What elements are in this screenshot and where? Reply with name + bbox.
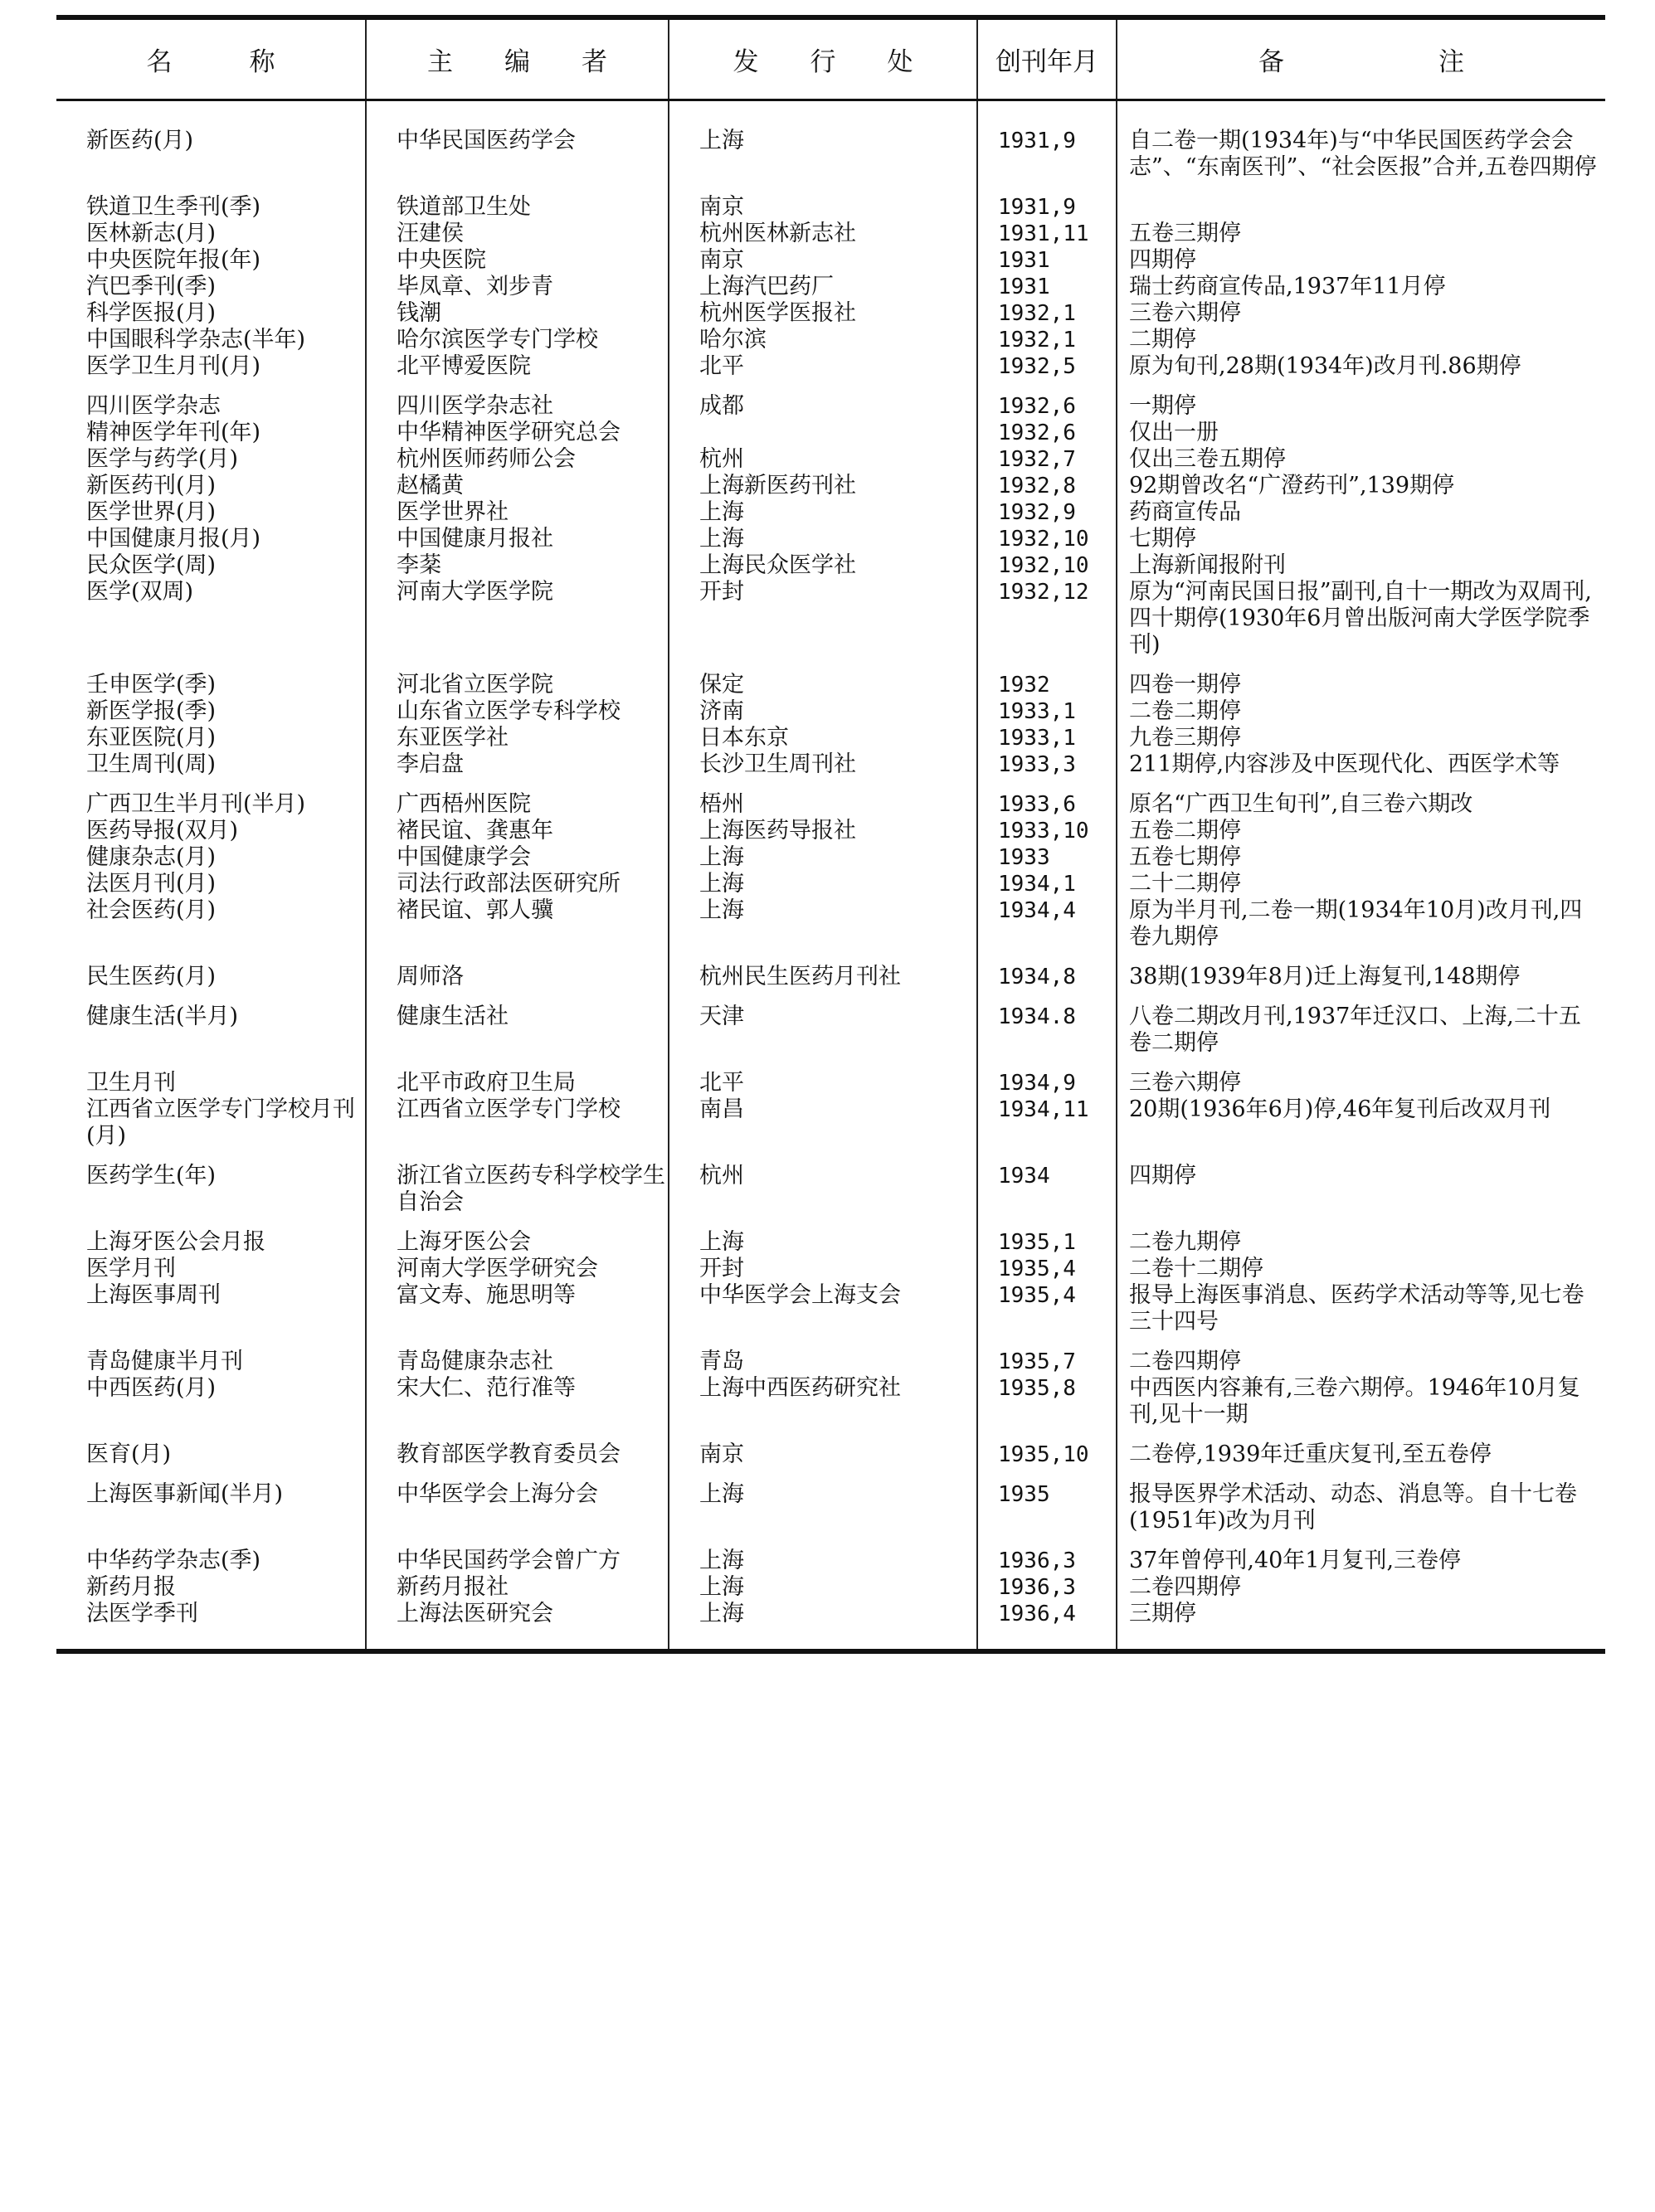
cell-remarks: 二卷十二期停	[1117, 1256, 1605, 1282]
cell-publisher: 上海	[669, 499, 977, 526]
cell-editor: 四川医学杂志社	[366, 393, 669, 420]
row-gap	[56, 1216, 1605, 1229]
cell-founded: 1934,9	[977, 1070, 1117, 1096]
cell-name: 中国健康月报(月)	[86, 525, 261, 552]
cell-editor: 褚民谊、郭人骥	[366, 897, 669, 950]
cell-publisher: 北平	[669, 1070, 977, 1096]
cell-remarks: 一期停	[1117, 393, 1605, 420]
cell-founded: 1935,7	[977, 1349, 1117, 1375]
cell-name: 民众医学(周)	[86, 552, 217, 578]
cell-name: 广西卫生半月刊(半月)	[86, 790, 306, 817]
cell-remarks: 92期曾改名“广澄药刊”,139期停	[1117, 473, 1605, 499]
cell-publisher: 中华医学会上海支会	[669, 1282, 977, 1335]
cell-remarks: 五卷七期停	[1117, 844, 1605, 871]
cell-publisher: 日本东京	[669, 725, 977, 751]
cell-founded: 1933,3	[977, 751, 1117, 778]
table-row	[56, 672, 1605, 698]
cell-remarks: 20期(1936年6月)停,46年复刊后改双月刊	[1117, 1096, 1605, 1150]
cell-remarks: 九卷三期停	[1117, 725, 1605, 751]
cell-publisher: 梧州	[669, 791, 977, 818]
table-row	[56, 844, 1605, 871]
cell-editor: 中央医院	[366, 247, 669, 274]
table-header	[56, 17, 1605, 100]
cell-remarks: 五卷二期停	[1117, 818, 1605, 844]
cell-name: 卫生月刊	[86, 1069, 176, 1096]
cell-remarks: 原为半月刊,二卷一期(1934年10月)改月刊,四卷九期停	[1117, 897, 1605, 950]
cell-remarks: 八卷二期改月刊,1937年迁汉口、上海,二十五卷二期停	[1117, 1004, 1605, 1057]
cell-founded: 1931	[977, 274, 1117, 300]
table-body	[56, 100, 1605, 1651]
cell-founded: 1932,9	[977, 499, 1117, 526]
cell-editor: 毕凤章、刘步青	[366, 274, 669, 300]
cell-founded: 1933,1	[977, 725, 1117, 751]
cell-editor: 浙江省立医药专科学校学生自治会	[366, 1163, 669, 1216]
cell-founded: 1933,10	[977, 818, 1117, 844]
table-row	[56, 353, 1605, 380]
table-row	[56, 871, 1605, 897]
cell-name: 上海牙医公会月报	[86, 1228, 265, 1255]
table-row	[56, 791, 1605, 818]
cell-name: 中西医药(月)	[86, 1374, 217, 1401]
row-gap	[56, 380, 1605, 393]
cell-name: 青岛健康半月刊	[86, 1348, 243, 1374]
cell-editor: 中华精神医学研究总会	[366, 420, 669, 446]
cell-publisher: 上海	[669, 897, 977, 950]
cell-founded: 1933,1	[977, 698, 1117, 725]
table-row	[56, 1256, 1605, 1282]
cell-founded: 1932,1	[977, 300, 1117, 327]
cell-editor: 中国健康学会	[366, 844, 669, 871]
cell-editor: 中国健康月报社	[366, 526, 669, 552]
cell-name: 新医药(月)	[86, 127, 194, 153]
cell-remarks: 报导医界学术活动、动态、消息等。自十七卷(1951年)改为月刊	[1117, 1481, 1605, 1534]
cell-name: 壬申医学(季)	[86, 671, 217, 698]
cell-name: 上海医事新闻(半月)	[86, 1480, 284, 1507]
cell-remarks: 原为“河南民国日报”副刊,自十一期改为双周刊,四十期停(1930年6月曾出版河南大学医学院季刊)	[1117, 579, 1605, 659]
cell-founded: 1932,5	[977, 353, 1117, 380]
table-row	[56, 1601, 1605, 1651]
cell-founded: 1931,9	[977, 128, 1117, 181]
cell-name: 法医学季刊	[56, 1601, 366, 1651]
cell-editor: 河南大学医学院	[366, 579, 669, 659]
header-founded: 创刊年月	[977, 17, 1117, 100]
cell-editor: 周师洛	[366, 964, 669, 990]
cell-publisher: 天津	[669, 1004, 977, 1057]
table-row	[56, 1070, 1605, 1096]
cell-name: 医育(月)	[86, 1441, 172, 1467]
cell-publisher: 保定	[669, 672, 977, 698]
cell-remarks: 三卷六期停	[1117, 300, 1605, 327]
cell-name: 医学(双周)	[86, 578, 194, 605]
table-row	[56, 1282, 1605, 1335]
table-row	[56, 128, 1605, 181]
cell-founded: 1932,6	[977, 393, 1117, 420]
table-row	[56, 818, 1605, 844]
cell-remarks: 四卷一期停	[1117, 672, 1605, 698]
cell-founded: 1934,4	[977, 897, 1117, 950]
cell-remarks: 211期停,内容涉及中医现代化、西医学术等	[1117, 751, 1605, 778]
cell-name: 医学卫生月刊(月)	[86, 352, 261, 379]
table-row	[56, 327, 1605, 353]
cell-name: 卫生周刊(周)	[86, 751, 217, 777]
cell-founded: 1933,6	[977, 791, 1117, 818]
cell-publisher: 上海	[669, 526, 977, 552]
cell-publisher: 上海	[669, 128, 977, 181]
row-gap	[56, 181, 1605, 194]
cell-founded: 1934,11	[977, 1096, 1117, 1150]
cell-editor: 山东省立医学专科学校	[366, 698, 669, 725]
cell-editor: 汪建侯	[366, 221, 669, 247]
cell-publisher: 上海民众医学社	[669, 552, 977, 579]
table-row	[56, 1574, 1605, 1601]
cell-publisher: 成都	[669, 393, 977, 420]
cell-publisher: 青岛	[669, 1349, 977, 1375]
cell-remarks: 五卷三期停	[1117, 221, 1605, 247]
cell-remarks: 报导上海医事消息、医药学术活动等等,见七卷三十四号	[1117, 1282, 1605, 1335]
table-row	[56, 1375, 1605, 1428]
cell-editor: 哈尔滨医学专门学校	[366, 327, 669, 353]
cell-publisher: 哈尔滨	[669, 327, 977, 353]
cell-editor: 赵橘黄	[366, 473, 669, 499]
cell-publisher: 杭州	[669, 1163, 977, 1216]
cell-name: 医林新志(月)	[86, 220, 217, 246]
cell-publisher: 杭州医林新志社	[669, 221, 977, 247]
table-row	[56, 420, 1605, 446]
cell-name: 健康生活(半月)	[86, 1003, 239, 1029]
cell-name: 中华药学杂志(季)	[86, 1547, 261, 1573]
cell-editor: 北平博爱医院	[366, 353, 669, 380]
cell-editor: 李棻	[366, 552, 669, 579]
cell-founded: 1931	[977, 247, 1117, 274]
cell-editor: 河北省立医学院	[366, 672, 669, 698]
cell-name: 医学月刊	[86, 1255, 176, 1281]
table-row	[56, 751, 1605, 778]
cell-remarks: 瑞士药商宣传品,1937年11月停	[1117, 274, 1605, 300]
cell-founded: 1932,7	[977, 446, 1117, 473]
cell-name: 新药月报	[86, 1573, 176, 1600]
cell-founded: 1935	[977, 1481, 1117, 1534]
header-remarks: 备 注	[1117, 17, 1605, 100]
cell-remarks: 药商宣传品	[1117, 499, 1605, 526]
table-row	[56, 579, 1605, 659]
row-gap	[56, 1468, 1605, 1481]
cell-editor: 中华民国医药学会	[366, 128, 669, 181]
cell-name: 法医月刊(月)	[86, 870, 217, 897]
cell-founded: 1933	[977, 844, 1117, 871]
cell-founded: 1932,10	[977, 552, 1117, 579]
table-row	[56, 274, 1605, 300]
cell-editor: 褚民谊、龚惠年	[366, 818, 669, 844]
cell-founded: 1932,12	[977, 579, 1117, 659]
cell-remarks: 二卷四期停	[1117, 1574, 1605, 1601]
cell-name: 东亚医院(月)	[86, 724, 217, 751]
cell-remarks: 三卷六期停	[1117, 1070, 1605, 1096]
cell-name: 社会医药(月)	[86, 897, 217, 923]
row-gap	[56, 1057, 1605, 1070]
cell-publisher: 上海	[669, 844, 977, 871]
cell-editor: 宋大仁、范行准等	[366, 1375, 669, 1428]
cell-editor: 健康生活社	[366, 1004, 669, 1057]
cell-publisher: 南昌	[669, 1096, 977, 1150]
row-gap	[56, 1428, 1605, 1441]
cell-editor: 上海法医研究会	[366, 1601, 669, 1651]
cell-remarks: 二卷四期停	[1117, 1349, 1605, 1375]
cell-publisher: 上海	[669, 871, 977, 897]
cell-editor: 河南大学医学研究会	[366, 1256, 669, 1282]
cell-name: 精神医学年刊(年)	[86, 419, 261, 445]
cell-remarks: 自二卷一期(1934年)与“中华民国医药学会会志”、“东南医刊”、“社会医报”合并,五卷四期停	[1117, 128, 1605, 181]
cell-name: 医药导报(双月)	[86, 817, 239, 843]
cell-publisher	[669, 420, 977, 446]
cell-founded: 1934,1	[977, 871, 1117, 897]
table-row	[56, 698, 1605, 725]
cell-name: 新医学报(季)	[86, 698, 217, 724]
cell-editor: 教育部医学教育委员会	[366, 1441, 669, 1468]
cell-remarks: 仅出三卷五期停	[1117, 446, 1605, 473]
cell-remarks: 二期停	[1117, 327, 1605, 353]
cell-remarks: 仅出一册	[1117, 420, 1605, 446]
cell-remarks: 二卷九期停	[1117, 1229, 1605, 1256]
cell-publisher: 北平	[669, 353, 977, 380]
cell-publisher: 上海	[669, 1481, 977, 1534]
row-gap	[56, 1150, 1605, 1163]
cell-publisher: 杭州民生医药月刊社	[669, 964, 977, 990]
cell-founded: 1932	[977, 672, 1117, 698]
cell-founded: 1932,1	[977, 327, 1117, 353]
table-row	[56, 1163, 1605, 1216]
cell-publisher: 长沙卫生周刊社	[669, 751, 977, 778]
cell-editor: 中华民国药学会曾广方	[366, 1548, 669, 1574]
row-gap	[56, 1534, 1605, 1548]
cell-name: 新医药刊(月)	[86, 472, 217, 498]
row-gap	[56, 778, 1605, 791]
cell-name: 铁道卫生季刊(季)	[86, 193, 261, 220]
cell-publisher: 上海	[669, 1574, 977, 1601]
row-gap	[56, 1335, 1605, 1349]
cell-publisher: 南京	[669, 1441, 977, 1468]
cell-name: 民生医药(月)	[86, 963, 217, 989]
cell-founded: 1935,10	[977, 1441, 1117, 1468]
cell-publisher: 上海新医药刊社	[669, 473, 977, 499]
cell-name: 四川医学杂志	[86, 392, 221, 419]
cell-publisher: 上海汽巴药厂	[669, 274, 977, 300]
cell-publisher: 开封	[669, 579, 977, 659]
cell-editor: 医学世界社	[366, 499, 669, 526]
cell-publisher: 开封	[669, 1256, 977, 1282]
cell-remarks	[1117, 194, 1605, 221]
cell-founded: 1932,8	[977, 473, 1117, 499]
table-row	[56, 393, 1605, 420]
cell-name: 上海医事周刊	[86, 1281, 221, 1308]
cell-name: 江西省立医学专门学校月刊(月)	[86, 1096, 355, 1149]
header-publisher: 发 行 处	[669, 17, 977, 100]
cell-publisher: 上海	[669, 1548, 977, 1574]
cell-remarks: 七期停	[1117, 526, 1605, 552]
cell-publisher: 上海	[669, 1229, 977, 1256]
cell-founded: 1934.8	[977, 1004, 1117, 1057]
cell-remarks: 四期停	[1117, 247, 1605, 274]
table-row	[56, 473, 1605, 499]
table-row	[56, 446, 1605, 473]
cell-remarks: 二十二期停	[1117, 871, 1605, 897]
cell-editor: 铁道部卫生处	[366, 194, 669, 221]
cell-founded: 1936,3	[977, 1548, 1117, 1574]
cell-remarks: 中西医内容兼有,三卷六期停。1946年10月复刊,见十一期	[1117, 1375, 1605, 1428]
cell-name: 汽巴季刊(季)	[86, 273, 217, 299]
table-row	[56, 300, 1605, 327]
cell-remarks: 38期(1939年8月)迁上海复刊,148期停	[1117, 964, 1605, 990]
table-row	[56, 725, 1605, 751]
table-row	[56, 897, 1605, 950]
cell-editor: 青岛健康杂志社	[366, 1349, 669, 1375]
cell-name: 医学世界(月)	[86, 498, 217, 525]
cell-founded: 1936,3	[977, 1574, 1117, 1601]
periodicals-table	[56, 15, 1605, 1654]
cell-remarks: 37年曾停刊,40年1月复刊,三卷停	[1117, 1548, 1605, 1574]
table-row	[56, 1548, 1605, 1574]
cell-remarks: 原名“广西卫生旬刊”,自三卷六期改	[1117, 791, 1605, 818]
table-row	[56, 1229, 1605, 1256]
cell-founded: 1935,8	[977, 1375, 1117, 1428]
header-name: 名 称	[56, 17, 366, 100]
cell-name: 中央医院年报(年)	[86, 246, 261, 273]
cell-remarks: 上海新闻报附刊	[1117, 552, 1605, 579]
cell-remarks: 二卷二期停	[1117, 698, 1605, 725]
table-row	[56, 247, 1605, 274]
cell-editor: 上海牙医公会	[366, 1229, 669, 1256]
cell-name: 中国眼科学杂志(半年)	[86, 326, 306, 352]
cell-editor: 钱潮	[366, 300, 669, 327]
cell-remarks: 原为旬刊,28期(1934年)改月刊.86期停	[1117, 353, 1605, 380]
cell-founded: 1935,4	[977, 1256, 1117, 1282]
cell-founded: 1931,11	[977, 221, 1117, 247]
cell-editor: 北平市政府卫生局	[366, 1070, 669, 1096]
cell-name: 医学与药学(月)	[86, 445, 239, 472]
header-editor: 主 编 者	[366, 17, 669, 100]
cell-remarks: 二卷停,1939年迁重庆复刊,至五卷停	[1117, 1441, 1605, 1468]
row-gap	[56, 950, 1605, 964]
cell-editor: 杭州医师药师公会	[366, 446, 669, 473]
cell-publisher: 上海	[669, 1601, 977, 1651]
cell-publisher: 上海医药导报社	[669, 818, 977, 844]
cell-founded: 1934	[977, 1163, 1117, 1216]
row-gap	[56, 990, 1605, 1004]
cell-publisher: 杭州	[669, 446, 977, 473]
table-row	[56, 194, 1605, 221]
cell-founded: 1932,6	[977, 420, 1117, 446]
table-row	[56, 552, 1605, 579]
table-row	[56, 1441, 1605, 1468]
cell-founded: 1936,4	[977, 1601, 1117, 1651]
cell-publisher: 南京	[669, 247, 977, 274]
cell-editor: 李启盘	[366, 751, 669, 778]
cell-founded: 1935,4	[977, 1282, 1117, 1335]
cell-editor: 新药月报社	[366, 1574, 669, 1601]
cell-name: 医药学生(年)	[86, 1162, 217, 1189]
cell-editor: 司法行政部法医研究所	[366, 871, 669, 897]
cell-editor: 中华医学会上海分会	[366, 1481, 669, 1534]
cell-editor: 广西梧州医院	[366, 791, 669, 818]
cell-editor: 东亚医学社	[366, 725, 669, 751]
cell-editor: 江西省立医学专门学校	[366, 1096, 669, 1150]
row-gap	[56, 659, 1605, 672]
cell-editor: 富文寿、施思明等	[366, 1282, 669, 1335]
table-row	[56, 964, 1605, 990]
cell-founded: 1934,8	[977, 964, 1117, 990]
table-row	[56, 1096, 1605, 1150]
table-row	[56, 499, 1605, 526]
table-row	[56, 1481, 1605, 1534]
cell-publisher: 杭州医学医报社	[669, 300, 977, 327]
table-row	[56, 221, 1605, 247]
cell-founded: 1935,1	[977, 1229, 1117, 1256]
table-row	[56, 1349, 1605, 1375]
cell-remarks: 三期停	[1117, 1601, 1605, 1651]
cell-publisher: 南京	[669, 194, 977, 221]
cell-founded: 1932,10	[977, 526, 1117, 552]
table-row	[56, 526, 1605, 552]
cell-publisher: 上海中西医药研究社	[669, 1375, 977, 1428]
cell-founded: 1931,9	[977, 194, 1117, 221]
cell-publisher: 济南	[669, 698, 977, 725]
table-row	[56, 1004, 1605, 1057]
cell-name: 科学医报(月)	[86, 299, 217, 326]
cell-name: 健康杂志(月)	[86, 843, 217, 870]
cell-remarks: 四期停	[1117, 1163, 1605, 1216]
